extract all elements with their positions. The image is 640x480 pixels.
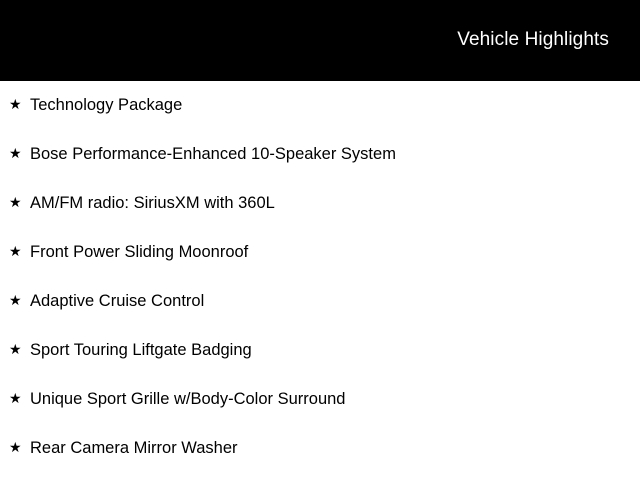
highlights-list [0, 81, 640, 473]
list-item-label: Bose Performance-Enhanced 10-Speaker System [30, 145, 396, 163]
list-item [0, 81, 640, 130]
list-item-label: Unique Sport Grille w/Body-Color Surround [30, 390, 346, 408]
star-bullet-icon: ★ [9, 342, 22, 358]
list-item [0, 375, 640, 424]
list-item-label: Sport Touring Liftgate Badging [30, 341, 252, 359]
list-item [0, 130, 640, 179]
star-bullet-icon: ★ [9, 391, 22, 407]
list-item [0, 179, 640, 228]
list-item [0, 277, 640, 326]
list-item-label: Rear Camera Mirror Washer [30, 439, 238, 457]
list-item-label: Adaptive Cruise Control [30, 292, 205, 310]
star-bullet-icon: ★ [9, 195, 22, 211]
list-item [0, 326, 640, 375]
list-item-label: AM/FM radio: SiriusXM with 360L [30, 194, 275, 212]
star-bullet-icon: ★ [9, 146, 22, 162]
star-bullet-icon: ★ [9, 440, 22, 456]
header-bar [0, 0, 640, 81]
list-item [0, 424, 640, 473]
page-title: Vehicle Highlights [457, 29, 609, 50]
list-item [0, 228, 640, 277]
star-bullet-icon: ★ [9, 97, 22, 113]
list-item-label: Technology Package [30, 96, 183, 114]
star-bullet-icon: ★ [9, 244, 22, 260]
star-bullet-icon: ★ [9, 293, 22, 309]
list-item-label: Front Power Sliding Moonroof [30, 243, 249, 261]
